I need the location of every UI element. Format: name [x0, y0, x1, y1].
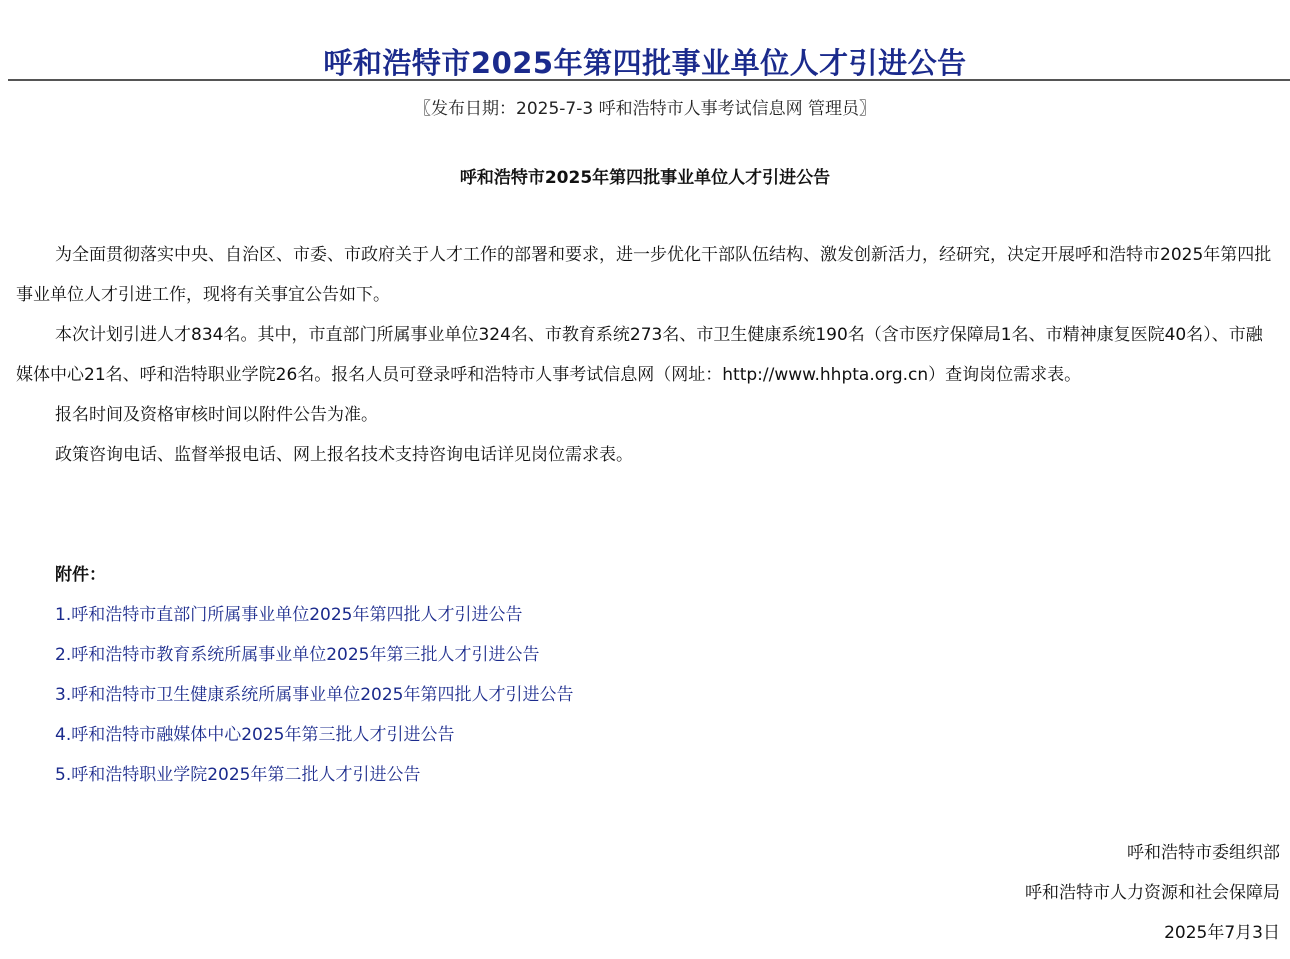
paragraph-intro: 为全面贯彻落实中央、自治区、市委、市政府关于人才工作的部署和要求，进一步优化干部队伍结构、激发创新活力，经研究，决定开展呼和浩特市2025年第四批事业单位人才引进工作，现将有关事宜公告如下。 [16, 245, 1272, 305]
attachment-item [55, 635, 1255, 675]
signature-org-hr-bureau: 呼和浩特市人力资源和社会保障局 [1025, 883, 1280, 903]
attachments-section [55, 555, 1255, 795]
attachment-list [55, 595, 1255, 795]
article-body [16, 235, 1278, 475]
title-divider [8, 79, 1290, 81]
article-heading: 呼和浩特市2025年第四批事业单位人才引进公告 [459, 168, 831, 188]
attachments-label: 附件： [55, 565, 106, 585]
paragraph-plan: 本次计划引进人才834名。其中，市直部门所属事业单位324名、市教育系统273名、市卫生健康系统190名（含市医疗保障局1名、市精神康复医院40名）、市融媒体中心21名、呼和浩特职业学院26名。报名人员可登录呼和浩特市人事考试信息网（网址：http://www.hhpta.org.cn）查询岗位需求表。 [16, 325, 1263, 385]
signature-date: 2025年7月3日 [1164, 923, 1280, 943]
signature-org-organization-dept: 呼和浩特市委组织部 [1127, 843, 1280, 863]
attachment-link-4[interactable]: 4.呼和浩特市融媒体中心2025年第三批人才引进公告 [55, 725, 455, 745]
paragraph-contact: 政策咨询电话、监督举报电话、网上报名技术支持咨询电话详见岗位需求表。 [55, 445, 633, 465]
attachment-link-3[interactable]: 3.呼和浩特市卫生健康系统所属事业单位2025年第四批人才引进公告 [55, 685, 574, 705]
attachment-link-1[interactable]: 1.呼和浩特市直部门所属事业单位2025年第四批人才引进公告 [55, 605, 523, 625]
attachment-item [55, 595, 1255, 635]
page-title: 呼和浩特市2025年第四批事业单位人才引进公告 [323, 46, 967, 81]
publish-meta: 〖发布日期：2025-7-3 呼和浩特市人事考试信息网 管理员〗 [414, 99, 876, 119]
paragraph-schedule: 报名时间及资格审核时间以附件公告为准。 [55, 405, 378, 425]
attachment-link-2[interactable]: 2.呼和浩特市教育系统所属事业单位2025年第三批人才引进公告 [55, 645, 540, 665]
attachment-item [55, 675, 1255, 715]
attachment-item [55, 715, 1255, 755]
signature-block [1025, 833, 1280, 953]
attachment-item [55, 755, 1255, 795]
attachment-link-5[interactable]: 5.呼和浩特职业学院2025年第二批人才引进公告 [55, 765, 421, 785]
